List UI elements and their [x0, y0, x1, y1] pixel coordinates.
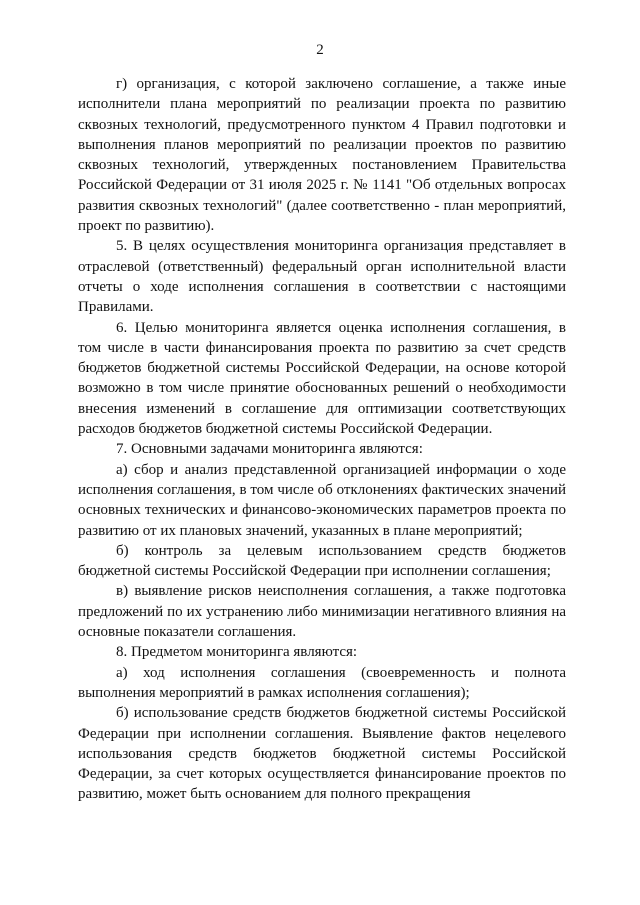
paragraph-7a-collection-analysis: а) сбор и анализ представленной организацией информации о ходе исполнения соглашения, в том числе об отклонениях фактических значений основных технических и финансово-экономических параметров проекта по развитию от их плановых значений, указанных в плане мероприятий; — [78, 461, 566, 539]
paragraph-8-heading: 8. Предметом мониторинга являются: — [116, 644, 358, 661]
paragraph-8a-progress: а) ход исполнения соглашения (своевременность и полнота выполнения мероприятий в рамках исполнения соглашения); — [78, 664, 566, 701]
paragraph-7-heading: 7. Основными задачами мониторинга являются: — [116, 441, 423, 458]
paragraph-6-monitoring-goal: 6. Целью мониторинга является оценка исполнения соглашения, в том числе в части финансирования проекта по развитию за счет средств бюджетов бюджетной системы Российской Федерации, на основе которой возможно в том числе принятие обоснованных решений о необходимости внесения изменений в соглашение для оптимизации соответствующих расходов бюджетов бюджетной системы Российской Федерации. — [78, 319, 566, 438]
page-number: 2 — [316, 42, 324, 58]
document-body — [78, 74, 566, 805]
paragraph-7b-control: б) контроль за целевым использованием средств бюджетов бюджетной системы Российской Федерации при исполнении соглашения; — [78, 542, 566, 580]
paragraph-8b-funds-usage: б) использование средств бюджетов бюджетной системы Российской Федерации при исполнении соглашения. Выявление фактов нецелевого использования средств бюджетов бюджетной системы Российской Федерации, за счет которых осуществляется финансирование проектов по развитию, может быть основанием для полного прекращения — [78, 705, 566, 803]
paragraph-7c-risk-identification: в) выявление рисков неисполнения соглашения, а также подготовка предложений по их устранению либо минимизации негативного влияния на основные показатели соглашения. — [78, 583, 566, 641]
paragraph-item-g-organization: г) организация, с которой заключено соглашение, а также иные исполнители плана мероприятий по реализации проекта по развитию сквозных технологий, предусмотренного пунктом 4 Правил подготовки и выполнения планов мероприятий по реализации проектов по развитию сквозных технологий, утвержденных постановлением Правительства Российской Федерации от 31 июля 2025 г. № 1141 "Об отдельных вопросах развития сквозных технологий" (далее соответственно - план мероприятий, проект по развитию). — [78, 76, 566, 235]
paragraph-5-reports: 5. В целях осуществления мониторинга организация представляет в отраслевой (ответственный) федеральный орган исполнительной власти отчеты о ходе исполнения соглашения в соответствии с настоящими Правилами. — [78, 238, 566, 316]
